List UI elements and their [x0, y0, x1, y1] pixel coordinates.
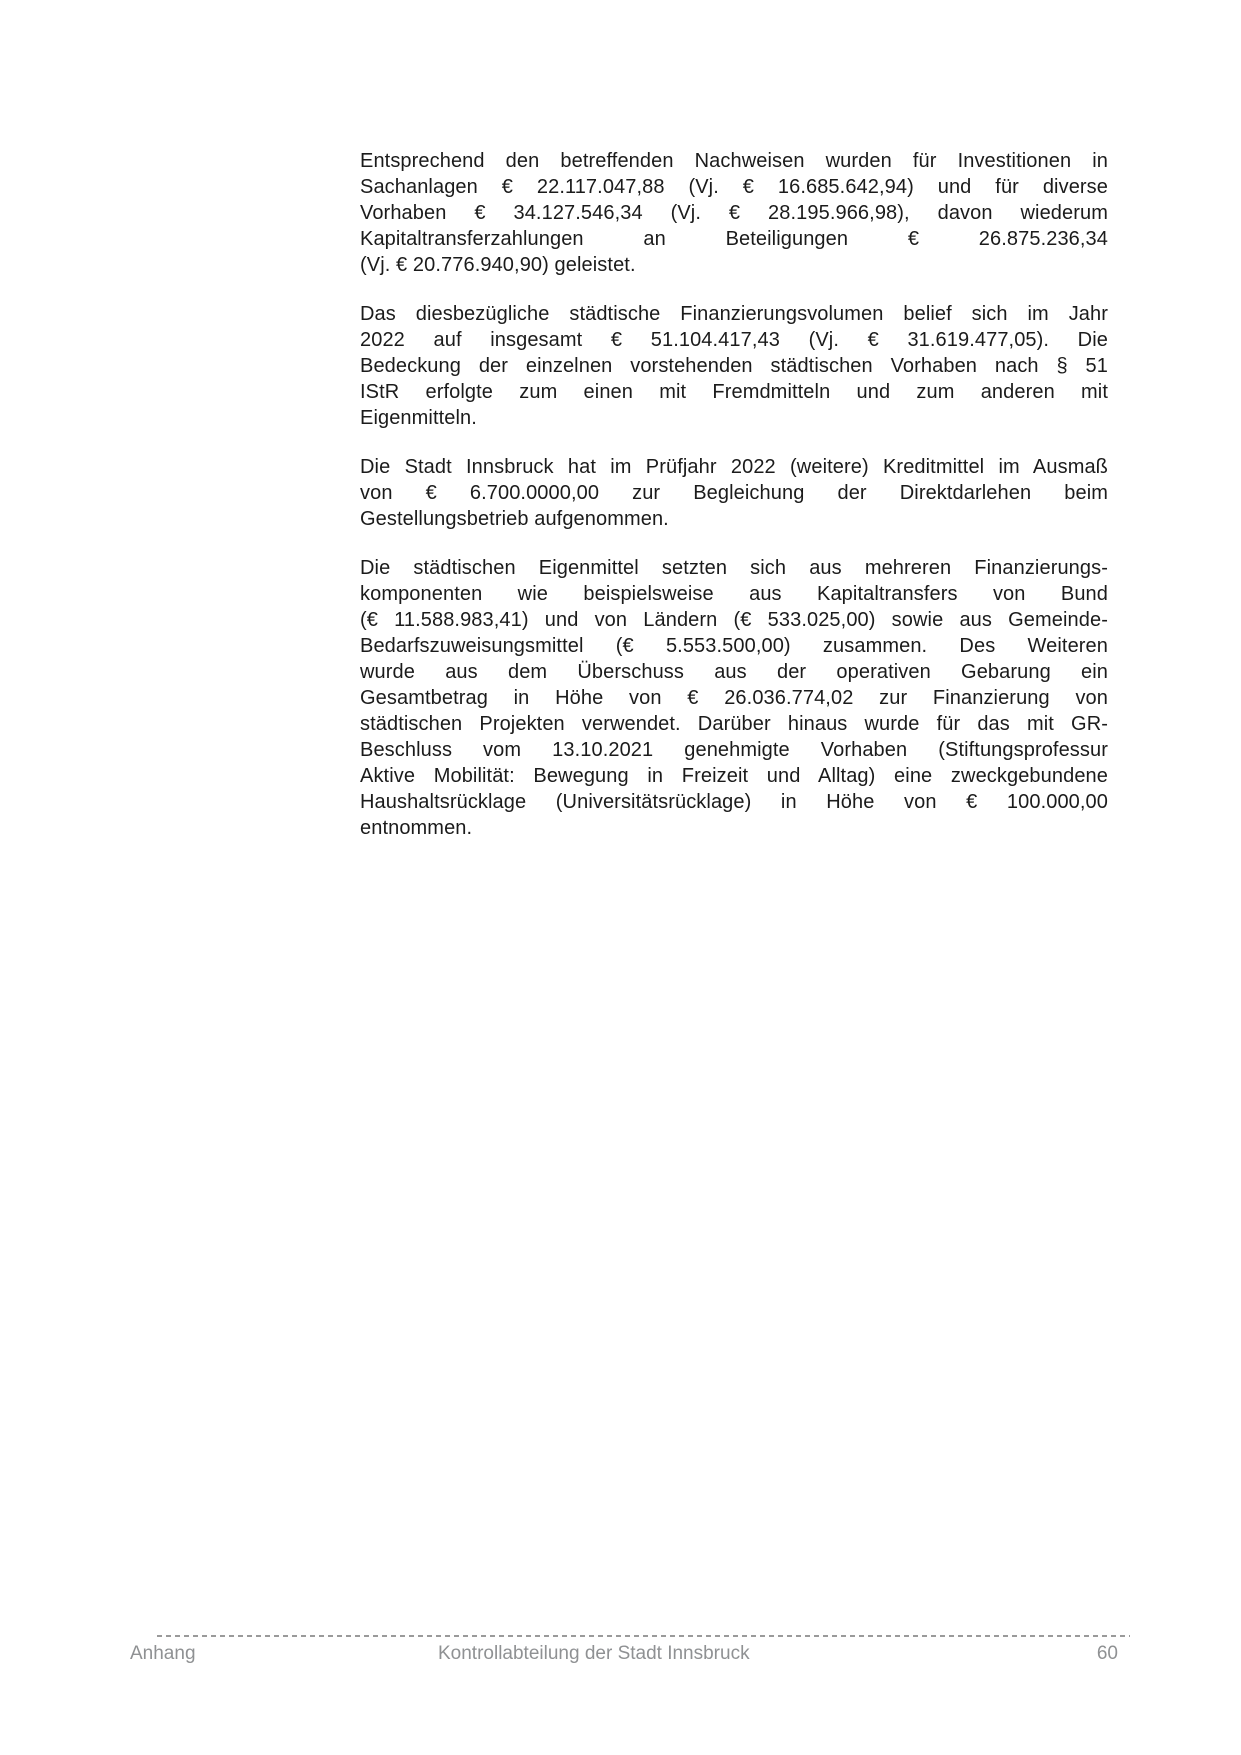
text-line: Vorhaben € 34.127.546,34 (Vj. € 28.195.966,98), davon wiederum	[360, 202, 1108, 224]
body-text-block	[360, 148, 1108, 864]
text-line: Haushaltsrücklage (Universitätsrücklage) in Höhe von € 100.000,00	[360, 791, 1108, 813]
text-line: Entsprechend den betreffenden Nachweisen wurden für Investitionen in	[360, 150, 1108, 172]
text-line: Die städtischen Eigenmittel setzten sich aus mehreren Finanzierungs-	[360, 557, 1108, 579]
text-line: Das diesbezügliche städtische Finanzierungsvolumen belief sich im Jahr	[360, 303, 1108, 325]
text-line: IStR erfolgte zum einen mit Fremdmitteln und zum anderen mit	[360, 381, 1108, 403]
body-paragraph	[360, 555, 1108, 841]
text-line: Eigenmitteln.	[360, 407, 477, 429]
footer-section-label: Anhang	[130, 1643, 196, 1664]
text-line: (Vj. € 20.776.940,90) geleistet.	[360, 254, 636, 276]
text-line: städtischen Projekten verwendet. Darüber hinaus wurde für das mit GR-	[360, 713, 1108, 735]
text-line: Beschluss vom 13.10.2021 genehmigte Vorhaben (Stiftungsprofessur	[360, 739, 1108, 761]
text-line: Aktive Mobilität: Bewegung in Freizeit und Alltag) eine zweckgebundene	[360, 765, 1108, 787]
text-line: Kapitaltransferzahlungen an Beteiligungen € 26.875.236,34	[360, 228, 1108, 250]
text-line: Gestellungsbetrieb aufgenommen.	[360, 508, 669, 530]
text-line: Bedarfszuweisungsmittel (€ 5.553.500,00) zusammen. Des Weiteren	[360, 635, 1108, 657]
page-number: 60	[1096, 1643, 1118, 1664]
footer-divider	[157, 1635, 1130, 1637]
text-line: Die Stadt Innsbruck hat im Prüfjahr 2022 (weitere) Kreditmittel im Ausmaß	[360, 456, 1108, 478]
text-line: wurde aus dem Überschuss aus der operativen Gebarung ein	[360, 661, 1108, 683]
text-line: 2022 auf insgesamt € 51.104.417,43 (Vj. € 31.619.477,05). Die	[360, 329, 1108, 351]
text-line: entnommen.	[360, 817, 473, 839]
text-line: Bedeckung der einzelnen vorstehenden städtischen Vorhaben nach § 51	[360, 355, 1108, 377]
text-line: von € 6.700.0000,00 zur Begleichung der Direktdarlehen beim	[360, 482, 1108, 504]
body-paragraph	[360, 301, 1108, 431]
text-line: (€ 11.588.983,41) und von Ländern (€ 533.025,00) sowie aus Gemeinde-	[360, 609, 1108, 631]
footer-department-title: Kontrollabteilung der Stadt Innsbruck	[438, 1643, 750, 1664]
body-paragraph	[360, 454, 1108, 532]
body-paragraph	[360, 148, 1108, 278]
text-line: komponenten wie beispielsweise aus Kapitaltransfers von Bund	[360, 583, 1108, 605]
text-line: Sachanlagen € 22.117.047,88 (Vj. € 16.685.642,94) und für diverse	[360, 176, 1108, 198]
text-line: Gesamtbetrag in Höhe von € 26.036.774,02 zur Finanzierung von	[360, 687, 1108, 709]
